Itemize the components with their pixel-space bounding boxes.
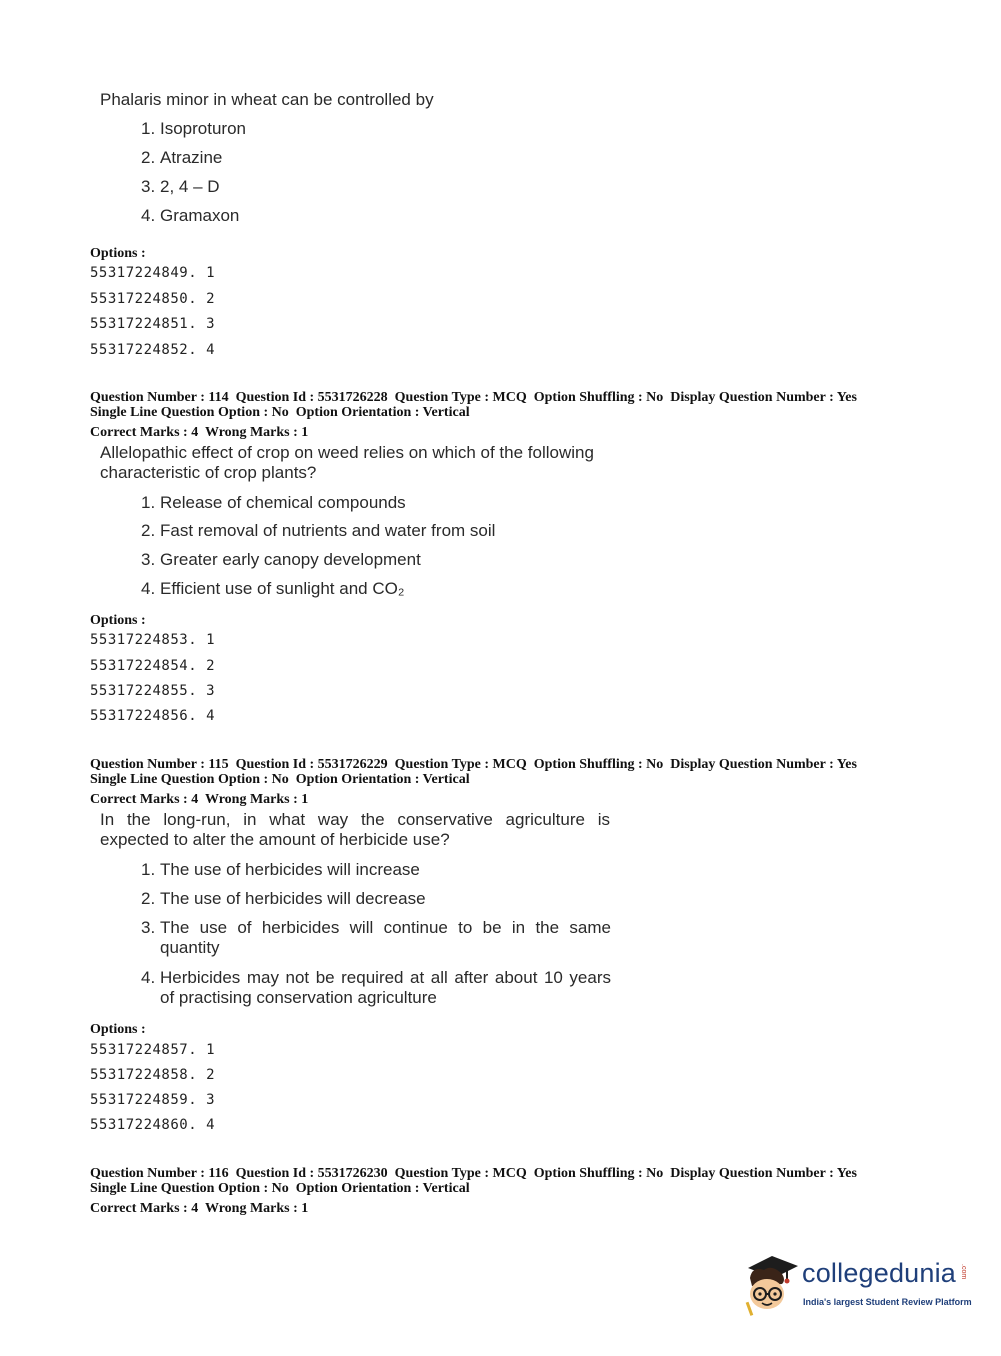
- choice-text: The use of herbicides will continue to be in the same quantity: [160, 918, 611, 957]
- choice-number: 4.: [141, 206, 156, 225]
- choice-text: Greater early canopy development: [160, 550, 421, 569]
- q113-choice-1: [141, 119, 611, 139]
- choice-number: 4.: [141, 968, 156, 987]
- choice-number: 1.: [141, 493, 156, 512]
- q116-meta-line-2: Single Line Question Option : No Option Orientation : Vertical: [90, 1181, 470, 1196]
- logo-brand-suffix: .com: [960, 1264, 967, 1280]
- q115-meta-line-2: Single Line Question Option : No Option Orientation : Vertical: [90, 772, 470, 787]
- q113-option-id-4: 55317224852. 4: [90, 342, 216, 358]
- q116-marks: Correct Marks : 4 Wrong Marks : 1: [90, 1201, 309, 1216]
- q114-options-label: Options :: [90, 613, 146, 628]
- choice-text: Efficient use of sunlight and CO₂: [160, 579, 405, 598]
- choice-number: 3.: [141, 550, 156, 569]
- choice-number: 2.: [141, 889, 156, 908]
- choice-number: 2.: [141, 148, 156, 167]
- q115-marks: Correct Marks : 4 Wrong Marks : 1: [90, 792, 309, 807]
- q113-options-label: Options :: [90, 246, 146, 261]
- q114-option-id-2: 55317224854. 2: [90, 658, 216, 674]
- q113-option-id-1: 55317224849. 1: [90, 265, 216, 281]
- q114-choice-1: [141, 493, 611, 513]
- q113-option-id-3: 55317224851. 3: [90, 316, 216, 332]
- q114-question-line-2: characteristic of crop plants?: [100, 463, 317, 482]
- choice-text: Herbicides may not be required at all after about 10 years of practising conservation agriculture: [160, 968, 611, 1007]
- mascot-icon: [742, 1250, 802, 1320]
- logo-tagline: India's largest Student Review Platform: [803, 1297, 972, 1307]
- q113-choice-2: [141, 148, 611, 168]
- q113-question-text: Phalaris minor in wheat can be controlled by: [100, 90, 434, 109]
- choice-text: Isoproturon: [160, 119, 246, 138]
- q115-options-label: Options :: [90, 1022, 146, 1037]
- q114-question-line-1: Allelopathic effect of crop on weed relies on which of the following: [100, 443, 594, 462]
- q113-option-id-2: 55317224850. 2: [90, 291, 216, 307]
- choice-text: Release of chemical compounds: [160, 493, 406, 512]
- q115-option-id-4: 55317224860. 4: [90, 1117, 216, 1133]
- q115-question-text: In the long-run, in what way the conservative agriculture is expected to alter the amount of herbicide use?: [100, 810, 610, 849]
- q114-marks: Correct Marks : 4 Wrong Marks : 1: [90, 425, 309, 440]
- choice-number: 3.: [141, 918, 156, 937]
- q115-choice-4: [141, 968, 611, 1008]
- q114-meta-line-2: Single Line Question Option : No Option Orientation : Vertical: [90, 405, 470, 420]
- q113-choice-3: [141, 177, 611, 197]
- choice-text: Fast removal of nutrients and water from soil: [160, 521, 496, 540]
- q113-choice-4: [141, 206, 611, 226]
- choice-number: 3.: [141, 177, 156, 196]
- q115-option-id-1: 55317224857. 1: [90, 1042, 216, 1058]
- choice-number: 1.: [141, 119, 156, 138]
- logo-brand-text: collegedunia: [802, 1258, 957, 1288]
- q114-choice-3: [141, 550, 611, 570]
- choice-text: 2, 4 – D: [160, 177, 220, 196]
- q114-choice-2: [141, 521, 611, 541]
- q115-choice-3: [141, 918, 611, 958]
- choice-text: Atrazine: [160, 148, 223, 167]
- choice-text: The use of herbicides will decrease: [160, 889, 426, 908]
- q115-choice-1: [141, 860, 611, 880]
- q114-option-id-3: 55317224855. 3: [90, 683, 216, 699]
- collegedunia-logo[interactable]: [742, 1250, 972, 1320]
- q115-option-id-2: 55317224858. 2: [90, 1067, 216, 1083]
- q114-option-id-4: 55317224856. 4: [90, 708, 216, 724]
- q115-choice-2: [141, 889, 611, 909]
- q114-meta-line-1: Question Number : 114 Question Id : 5531726228 Question Type : MCQ Option Shuffling : No Display Question Number : Yes: [90, 390, 857, 405]
- q114-option-id-1: 55317224853. 1: [90, 632, 216, 648]
- q115-meta-line-1: Question Number : 115 Question Id : 5531726229 Question Type : MCQ Option Shuffling : No Display Question Number : Yes: [90, 757, 857, 772]
- q114-choice-4: [141, 579, 611, 599]
- choice-text: The use of herbicides will increase: [160, 860, 420, 879]
- q116-meta-line-1: Question Number : 116 Question Id : 5531726230 Question Type : MCQ Option Shuffling : No Display Question Number : Yes: [90, 1166, 857, 1181]
- choice-number: 2.: [141, 521, 156, 540]
- q115-option-id-3: 55317224859. 3: [90, 1092, 216, 1108]
- choice-number: 4.: [141, 579, 156, 598]
- choice-number: 1.: [141, 860, 156, 879]
- choice-text: Gramaxon: [160, 206, 240, 225]
